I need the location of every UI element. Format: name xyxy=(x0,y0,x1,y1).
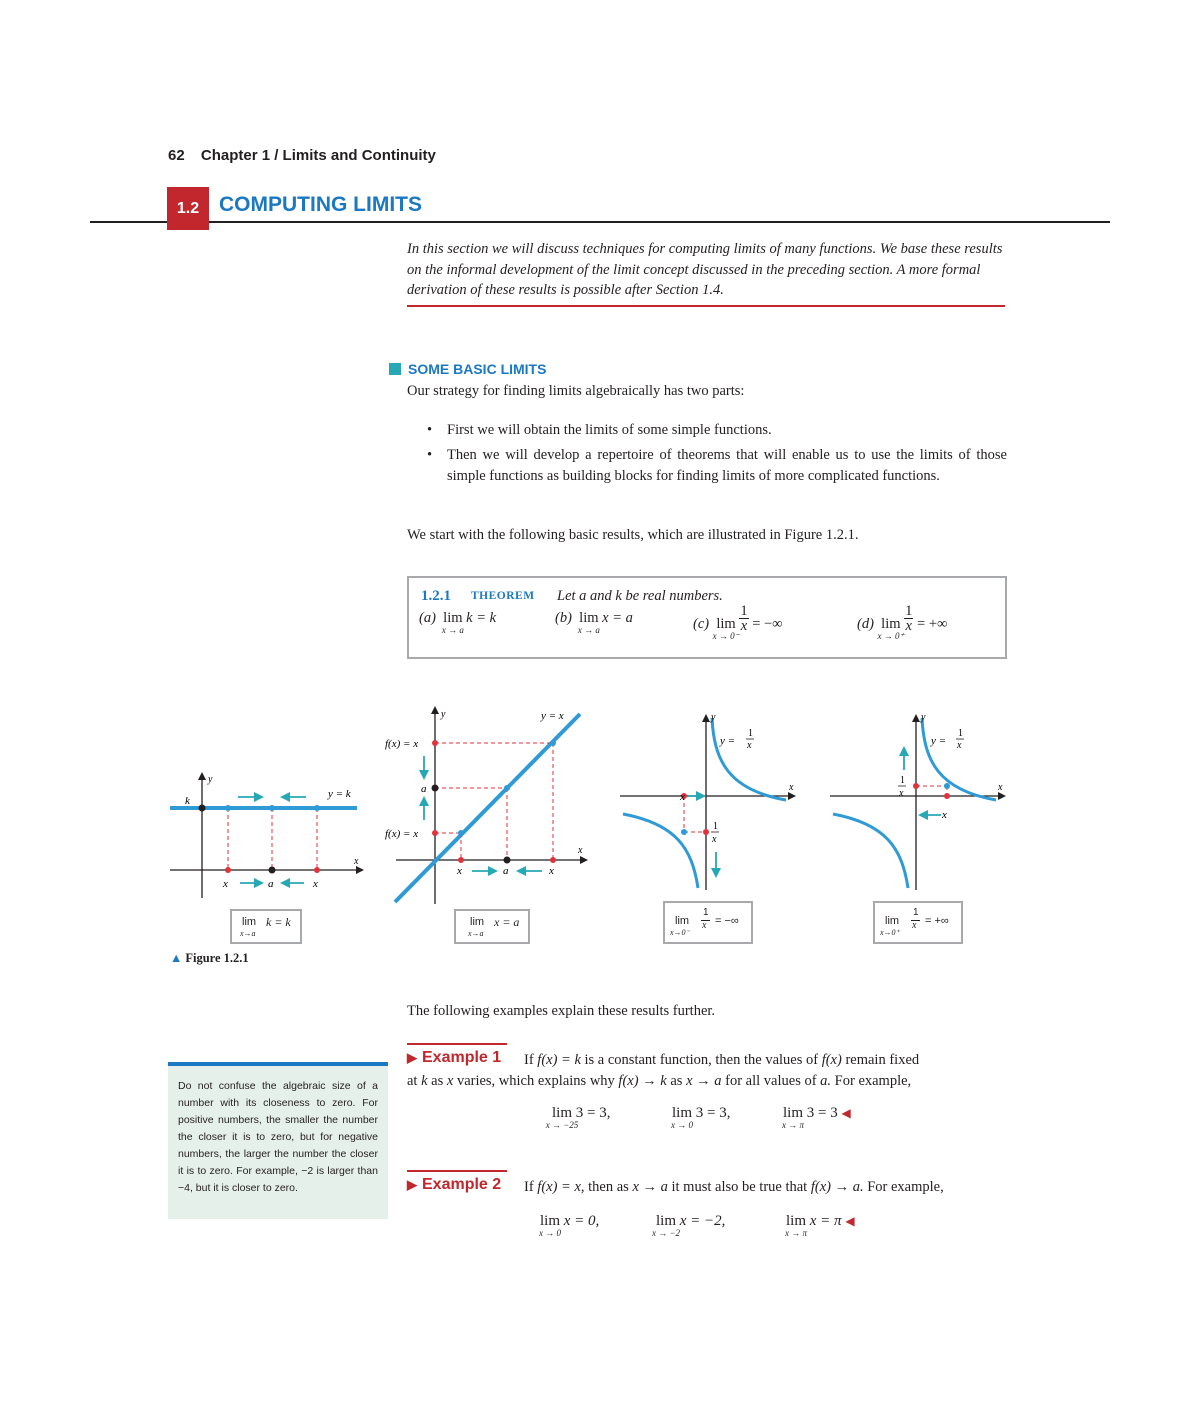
graph4-caption xyxy=(873,901,963,944)
point xyxy=(269,805,275,811)
graph-constant xyxy=(170,774,362,898)
point xyxy=(225,867,231,873)
caption-lim: lim xyxy=(675,915,690,927)
caption-subscript: x→a xyxy=(240,929,256,938)
caption-subscript: x→0⁻ xyxy=(670,928,690,937)
x-right-label: x xyxy=(313,878,318,890)
point xyxy=(703,829,709,835)
bullet-icon: • xyxy=(427,422,433,438)
theorem-part-c xyxy=(693,603,783,641)
point xyxy=(458,857,464,863)
example2-heading xyxy=(407,1176,501,1194)
point-a xyxy=(432,785,439,792)
theorem-part-d xyxy=(857,603,948,641)
caption-denominator: x xyxy=(702,920,707,931)
graph3-caption xyxy=(663,901,753,944)
point xyxy=(432,740,438,746)
caption-subscript: x→0⁺ xyxy=(880,928,900,937)
point xyxy=(944,793,950,799)
point xyxy=(913,783,919,789)
graph-reciprocal-left xyxy=(620,712,794,890)
bullet-text: Then we will develop a repertoire of theorems that will enable us to use the limits of those simple functions as building blocks for finding limits of more complicated functions. xyxy=(447,447,1007,484)
curve-negative-branch xyxy=(623,814,698,888)
end-triangle-icon: ◀ xyxy=(841,1106,851,1120)
figure-label xyxy=(170,951,249,966)
y-axis-label: y xyxy=(208,774,213,785)
point xyxy=(681,829,687,835)
caption-numerator: 1 xyxy=(913,907,919,918)
caption-lim: lim xyxy=(885,915,900,927)
x-axis-label: x xyxy=(789,782,794,793)
fx-bottom-label: f(x) = x xyxy=(385,828,419,840)
section-number-badge: 1.2 xyxy=(167,187,209,230)
point xyxy=(550,740,556,746)
y-axis-label: y xyxy=(711,712,716,723)
chapter-title: Chapter 1 / Limits and Continuity xyxy=(200,147,436,164)
point xyxy=(944,783,950,789)
x-label: x xyxy=(942,809,947,821)
caption-rhs: = +∞ xyxy=(925,915,949,927)
point-k xyxy=(199,805,206,812)
example1-heading xyxy=(407,1049,501,1067)
a-label: a xyxy=(421,783,427,795)
example1-line1: If f(x) = k is a constant function, then the values of f(x) remain fixed xyxy=(524,1052,920,1068)
strategy-paragraph: Our strategy for finding limits algebraically has two parts: xyxy=(407,383,745,399)
theorem-box xyxy=(407,576,1007,659)
point-a xyxy=(269,867,276,874)
part-expression: x = a xyxy=(602,610,633,626)
graph-identity xyxy=(385,708,586,904)
x-axis-label: x xyxy=(354,856,359,867)
start-paragraph: We start with the following basic results, which are illustrated in Figure 1.2.1. xyxy=(407,527,859,543)
section-intro: In this section we will discuss techniques for computing limits of many functions. We base these results on the informal development of the limit concept discussed in the preceding section. A more formal derivation of these results is possible after Section 1.4. xyxy=(407,241,1003,298)
example1-math-1: lim x → −25 3 = 3, xyxy=(545,1105,611,1130)
theorem-part-a xyxy=(419,610,497,635)
section-title: COMPUTING LIMITS xyxy=(219,193,422,216)
curve-label: y = xyxy=(720,735,736,747)
end-triangle-icon: ◀ xyxy=(845,1214,855,1228)
lim-operator: lim x → a xyxy=(577,610,600,635)
lim-operator: lim x → 0⁻ xyxy=(712,615,740,641)
triangle-icon: ▲ xyxy=(170,951,183,965)
example1-math-3: lim x → π 3 = 3 ◀ xyxy=(781,1105,851,1130)
point xyxy=(458,830,464,836)
subsection-square-icon xyxy=(389,363,401,375)
example2-math-1: lim x → 0 x = 0, xyxy=(539,1213,600,1238)
a-axis-label: a xyxy=(503,865,509,877)
play-triangle-icon: ▶ xyxy=(407,1177,417,1192)
example2-math-2: lim x → −2 x = −2, xyxy=(651,1213,726,1238)
example1-line2: at k as x varies, which explains why f(x) → k as x → a for all values of a. For example, xyxy=(407,1073,912,1089)
theorem-part-b xyxy=(555,610,633,635)
k-label: k xyxy=(185,795,190,807)
bullet-text: First we will obtain the limits of some simple functions. xyxy=(447,422,772,438)
graph1-caption xyxy=(230,909,302,944)
caption-lim: lim xyxy=(470,916,485,928)
curve-label-denominator: x xyxy=(747,740,752,751)
fx-top-label: f(x) = x xyxy=(385,738,419,750)
curve-label: y = x xyxy=(541,710,564,722)
caption-denominator: x xyxy=(912,920,917,931)
point xyxy=(504,785,510,791)
running-header xyxy=(168,147,436,164)
curve-label-denominator: x xyxy=(957,740,962,751)
bullet-icon: • xyxy=(427,447,433,463)
curve-label: y = k xyxy=(328,788,351,800)
x-axis-label: x xyxy=(998,782,1003,793)
example1-math-2: lim x → 0 3 = 3, xyxy=(671,1105,731,1130)
theorem-label: THEOREM xyxy=(471,590,535,602)
caption-lim: lim xyxy=(242,916,257,928)
x-left-label: x xyxy=(223,878,228,890)
part-tag: (b) xyxy=(555,610,572,626)
point xyxy=(225,805,231,811)
play-triangle-icon: ▶ xyxy=(407,1050,417,1065)
figure-label-text: Figure 1.2.1 xyxy=(185,951,249,965)
curve-label-numerator: 1 xyxy=(748,728,753,739)
part-rhs: = +∞ xyxy=(917,615,948,632)
caption-expression: x = a xyxy=(494,915,520,929)
x-left-label: x xyxy=(457,865,462,877)
part-tag: (d) xyxy=(857,615,874,632)
point xyxy=(432,830,438,836)
example2-line1: If f(x) = x, then as x → a it must also be true that f(x) → a. For example, xyxy=(524,1179,944,1195)
one-over-x-denominator: x xyxy=(712,834,717,845)
subsection-title: SOME BASIC LIMITS xyxy=(408,361,547,377)
curve-label-numerator: 1 xyxy=(958,728,963,739)
theorem-statement: Let a and k be real numbers. xyxy=(557,588,723,604)
point xyxy=(550,857,556,863)
graph-reciprocal-right xyxy=(830,712,1004,890)
margin-note-text: Do not confuse the algebraic size of a number with its closeness to zero. For positive numbers, the smaller the number the closer it is to zero, but for negative numbers, the larger the number the closer it is to zero. For example, −2 is larger than −4, but it is closer to zero. xyxy=(178,1080,378,1194)
intro-rule xyxy=(407,305,1005,307)
example2-rule xyxy=(407,1170,507,1172)
part-tag: (a) xyxy=(419,610,436,626)
section-rule xyxy=(90,221,1110,223)
graph2-caption xyxy=(454,909,530,944)
one-over-x-numerator: 1 xyxy=(900,775,905,786)
caption-expression: k = k xyxy=(266,915,291,929)
one-over-x-denominator: x xyxy=(899,788,904,799)
y-axis-label: y xyxy=(441,709,446,720)
x-right-label: x xyxy=(549,865,554,877)
point-a xyxy=(504,857,511,864)
curve-label: y = xyxy=(931,735,947,747)
point xyxy=(314,805,320,811)
part-expression: k = k xyxy=(466,610,497,626)
part-tag: (c) xyxy=(693,615,710,632)
lim-operator: lim x → a xyxy=(441,610,464,635)
a-label: a xyxy=(268,878,274,890)
point xyxy=(314,867,320,873)
fraction: $\frac{1}{x}$ xyxy=(905,603,913,634)
page-number: 62 xyxy=(168,147,185,164)
lim-operator: lim x → 0⁺ xyxy=(877,615,905,641)
subsection-heading xyxy=(389,361,546,377)
following-paragraph: The following examples explain these results further. xyxy=(407,1003,716,1019)
margin-note xyxy=(168,1062,388,1219)
x-axis-label: x xyxy=(578,845,583,856)
x-label: x xyxy=(680,791,685,803)
example2-math-3: lim x → π x = π ◀ xyxy=(784,1213,855,1238)
part-rhs: = −∞ xyxy=(752,615,783,632)
figure-1-2-1 xyxy=(0,690,1200,970)
y-axis-label: y xyxy=(921,712,926,723)
example1-rule xyxy=(407,1043,507,1045)
caption-subscript: x→a xyxy=(468,929,484,938)
caption-numerator: 1 xyxy=(703,907,709,918)
one-over-x-numerator: 1 xyxy=(713,821,718,832)
fraction: $\frac{1}{x}$ xyxy=(740,603,748,634)
example2-title: Example 2 xyxy=(422,1176,502,1193)
theorem-number: 1.2.1 xyxy=(421,588,451,604)
caption-rhs: = −∞ xyxy=(715,915,739,927)
curve-negative-branch xyxy=(833,814,908,888)
example1-title: Example 1 xyxy=(422,1049,502,1066)
